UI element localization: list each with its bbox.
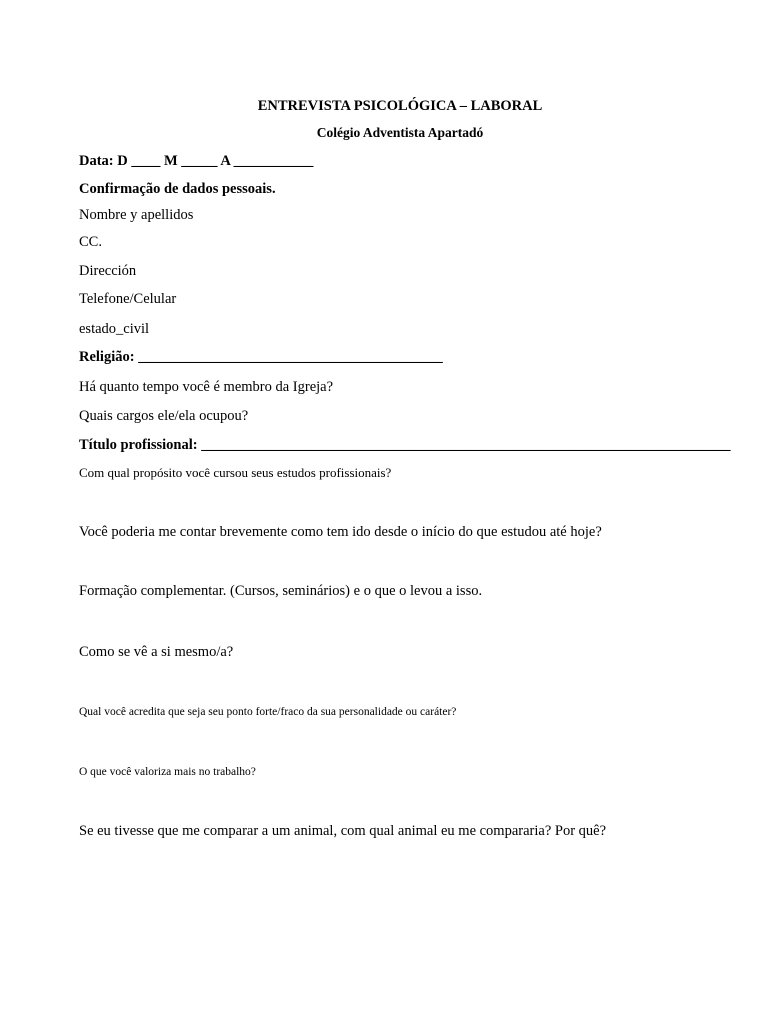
field-address: Dirección — [79, 263, 137, 279]
field-cc: CC. — [79, 234, 102, 250]
church-roles-question: Quais cargos ele/ela ocupou? — [79, 408, 249, 424]
question-work-values: O que você valoriza mais no trabalho? — [79, 766, 256, 778]
question-purpose: Com qual propósito você cursou seus estudos profissionais? — [79, 465, 392, 480]
field-civil-status: estado_civil — [79, 321, 150, 337]
personal-data-header: Confirmação de dados pessoais. — [79, 181, 276, 197]
document-title: ENTREVISTA PSICOLÓGICA – LABORAL — [257, 98, 543, 114]
question-animal: Se eu tivesse que me comparar a um animal, com qual animal eu me compararia? Por quê? — [79, 823, 607, 839]
religion-line: Religião: __________________________________________ — [79, 349, 443, 365]
document-subtitle: Colégio Adventista Apartadó — [316, 125, 484, 140]
field-name: Nombre y apellidos — [79, 207, 194, 223]
question-self-view: Como se vê a si mesmo/a? — [79, 644, 234, 660]
field-phone: Telefone/Celular — [79, 291, 177, 307]
date-line: Data: D ____ M _____ A ___________ — [79, 153, 314, 169]
professional-title-line: Título profissional: _________________________________________________________________________ — [79, 437, 731, 453]
church-member-question: Há quanto tempo você é membro da Igreja? — [79, 379, 334, 395]
question-trajectory: Você poderia me contar brevemente como tem ido desde o início do que estudou até hoje? — [79, 524, 602, 540]
question-training: Formação complementar. (Cursos, seminários) e o que o levou a isso. — [79, 583, 483, 599]
question-strengths: Qual você acredita que seja seu ponto forte/fraco da sua personalidade ou caráter? — [79, 706, 457, 718]
